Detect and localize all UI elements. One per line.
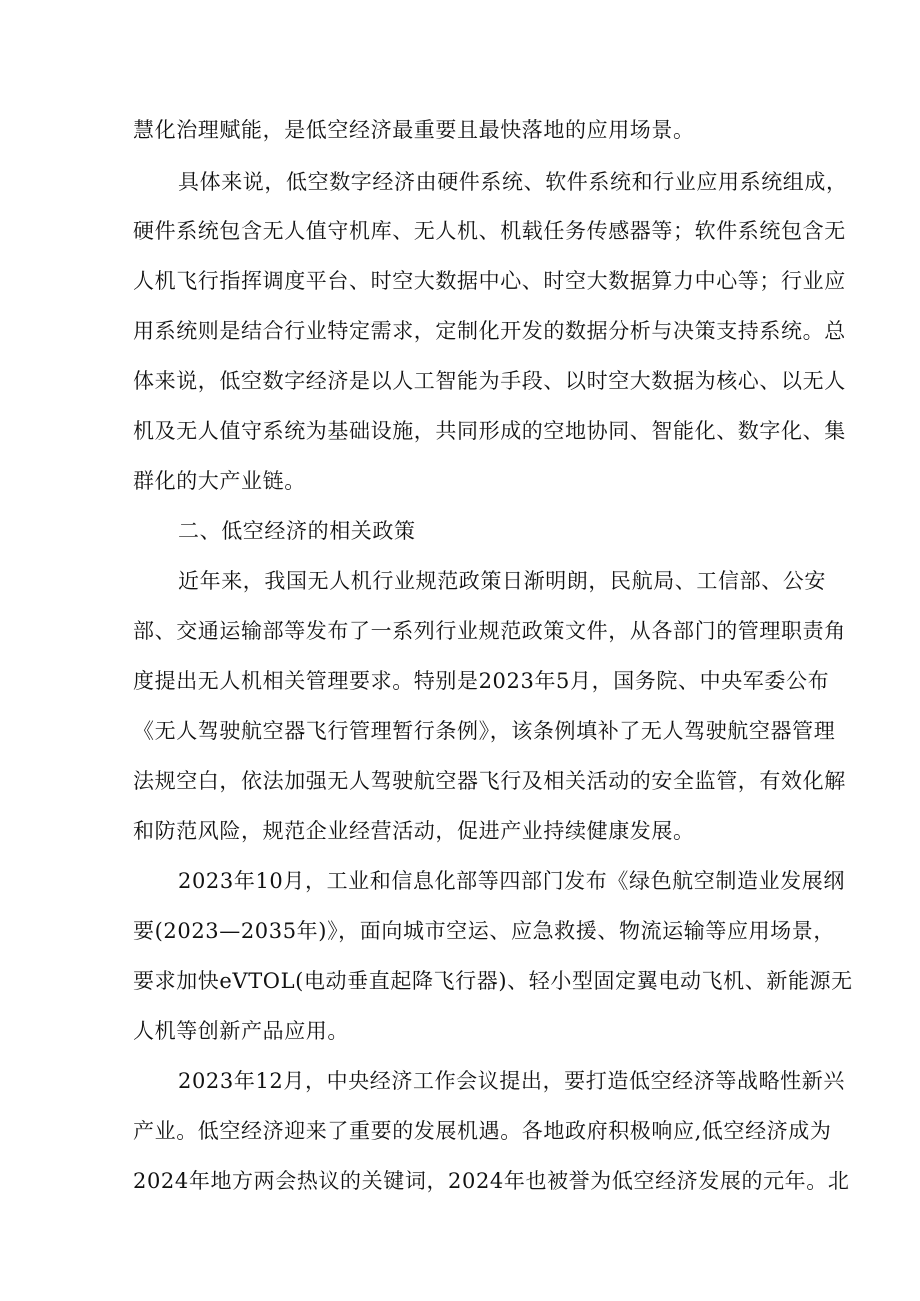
- text-line: 2023年12月，中央经济工作会议提出，要打造低空经济等战略性新兴: [178, 1069, 845, 1093]
- text-line: 要求加快eVTOL(电动垂直起降飞行器)、轻小型固定翼电动飞机、新能源无: [133, 969, 853, 993]
- text-line: 用系统则是结合行业特定需求，定制化开发的数据分析与决策支持系统。总: [133, 319, 846, 343]
- text-line: 度提出无人机相关管理要求。特别是2023年5月，国务院、中央军委公布: [133, 669, 830, 693]
- text-line: 近年来，我国无人机行业规范政策日渐明朗，民航局、工信部、公安: [178, 569, 826, 593]
- text-line: 机及无人值守系统为基础设施，共同形成的空地协同、智能化、数字化、集: [133, 419, 846, 443]
- text-line: 产业。低空经济迎来了重要的发展机遇。各地政府积极响应,低空经济成为: [133, 1119, 832, 1143]
- text-line: 2023年10月，工业和信息化部等四部门发布《绿色航空制造业发展纲: [178, 869, 845, 893]
- section-heading: 二、低空经济的相关政策: [178, 519, 416, 543]
- text-line: 2024年地方两会热议的关键词，2024年也被誉为低空经济发展的元年。北: [133, 1169, 850, 1193]
- text-line: 群化的大产业链。: [133, 469, 306, 493]
- text-line: 和防范风险，规范企业经营活动，促进产业持续健康发展。: [133, 819, 695, 843]
- text-line: 部、交通运输部等发布了一系列行业规范政策文件，从各部门的管理职责角: [133, 619, 846, 643]
- text-line: 《无人驾驶航空器飞行管理暂行条例》，该条例填补了无人驾驶航空器管理: [133, 719, 836, 743]
- text-line: 法规空白，依法加强无人驾驶航空器飞行及相关活动的安全监管，有效化解: [133, 769, 846, 793]
- text-line: 要(2023—2035年)》，面向城市空运、应急救援、物流运输等应用场景，: [133, 919, 835, 943]
- text-line: 人机等创新产品应用。: [133, 1019, 349, 1043]
- text-line: 体来说，低空数字经济是以人工智能为手段、以时空大数据为核心、以无人: [133, 369, 846, 393]
- text-line: 硬件系统包含无人值守机库、无人机、机载任务传感器等；软件系统包含无: [133, 219, 846, 243]
- text-line: 慧化治理赋能，是低空经济最重要且最快落地的应用场景。: [133, 118, 695, 142]
- text-line: 具体来说，低空数字经济由硬件系统、软件系统和行业应用系统组成，: [178, 170, 848, 194]
- text-line: 人机飞行指挥调度平台、时空大数据中心、时空大数据算力中心等；行业应: [133, 269, 846, 293]
